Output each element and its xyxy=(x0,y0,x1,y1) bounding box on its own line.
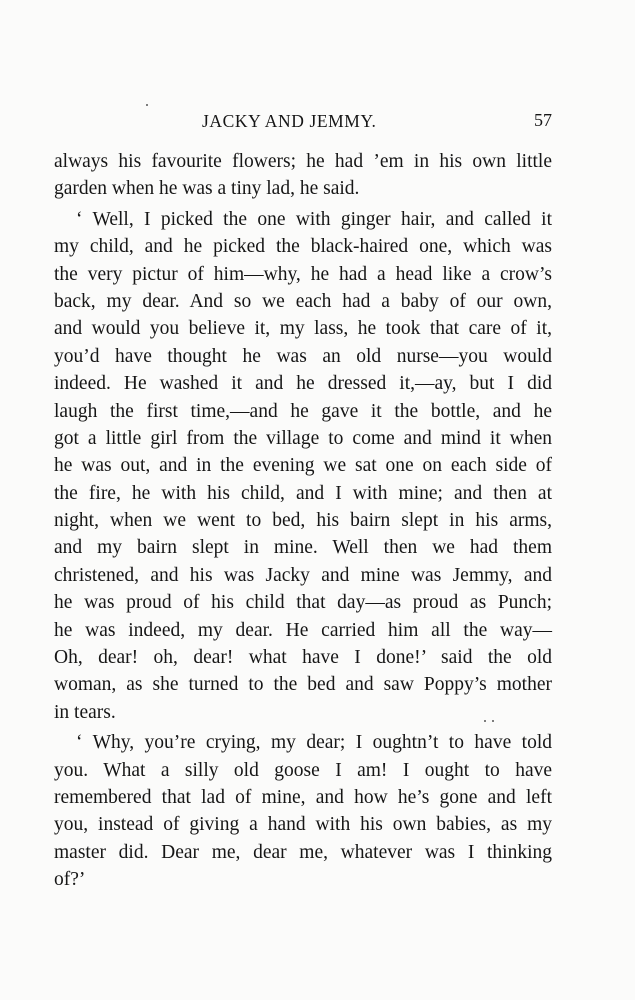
page-number: 57 xyxy=(534,110,552,130)
text-line: the fire, he with his child, and I with mine; and then at xyxy=(54,482,552,504)
text-line: and my bairn slept in mine. Well then we had them xyxy=(54,537,552,559)
text-line: night, when we went to bed, his bairn slept in his arms, xyxy=(54,510,552,532)
text-line: the very pictur of him—why, he had a head like a crow’s xyxy=(54,263,552,285)
text-line: remembered that lad of mine, and how he’s gone and left xyxy=(54,786,552,808)
paragraph xyxy=(54,148,552,203)
text-line: you’d have thought he was an old nurse—you would xyxy=(54,345,552,367)
text-line: you, instead of giving a hand with his own babies, as my xyxy=(54,814,552,836)
paragraph xyxy=(54,729,552,893)
body-text xyxy=(54,148,552,894)
text-line: he was proud of his child that day—as proud as Punch; xyxy=(54,592,552,614)
text-line: back, my dear. And so we each had a baby of our own, xyxy=(54,290,552,312)
running-head xyxy=(54,111,554,135)
text-line: Oh, dear! oh, dear! what have I done!’ said the old xyxy=(54,647,552,669)
text-line: laugh the first time,—and he gave it the bottle, and he xyxy=(54,400,552,422)
text-line: always his favourite flowers; he had ’em in his own little xyxy=(54,151,552,172)
text-line: got a little girl from the village to come and mind it when xyxy=(54,427,552,449)
text-line: you. What a silly old goose I am! I ought to have xyxy=(54,759,552,781)
text-line: he was indeed, my dear. He carried him all the way— xyxy=(54,619,552,641)
running-title: JACKY AND JEMMY. xyxy=(202,111,377,131)
text-line: and would you believe it, my lass, he took that care of it, xyxy=(54,318,552,340)
text-line: garden when he was a tiny lad, he said. xyxy=(54,178,360,200)
print-speck xyxy=(492,720,494,722)
text-line: ‘ Well, I picked the one with ginger hair, and called it xyxy=(76,208,552,230)
paragraph xyxy=(54,206,552,726)
text-line: woman, as she turned to the bed and saw Poppy’s mother xyxy=(54,674,552,696)
print-speck xyxy=(146,104,148,106)
text-line: of?’ xyxy=(54,869,86,891)
text-line: indeed. He washed it and he dressed it,—ay, but I did xyxy=(54,373,552,395)
text-line: ‘ Why, you’re crying, my dear; I oughtn’t to have told xyxy=(76,732,552,754)
text-line: master did. Dear me, dear me, whatever was I thinking xyxy=(54,841,552,863)
text-line: he was out, and in the evening we sat one on each side of xyxy=(54,455,552,477)
text-line: christened, and his was Jacky and mine was Jemmy, and xyxy=(54,564,552,586)
print-speck xyxy=(484,720,486,722)
text-line: in tears. xyxy=(54,701,116,723)
text-line: my child, and he picked the black-haired one, which was xyxy=(54,236,552,258)
